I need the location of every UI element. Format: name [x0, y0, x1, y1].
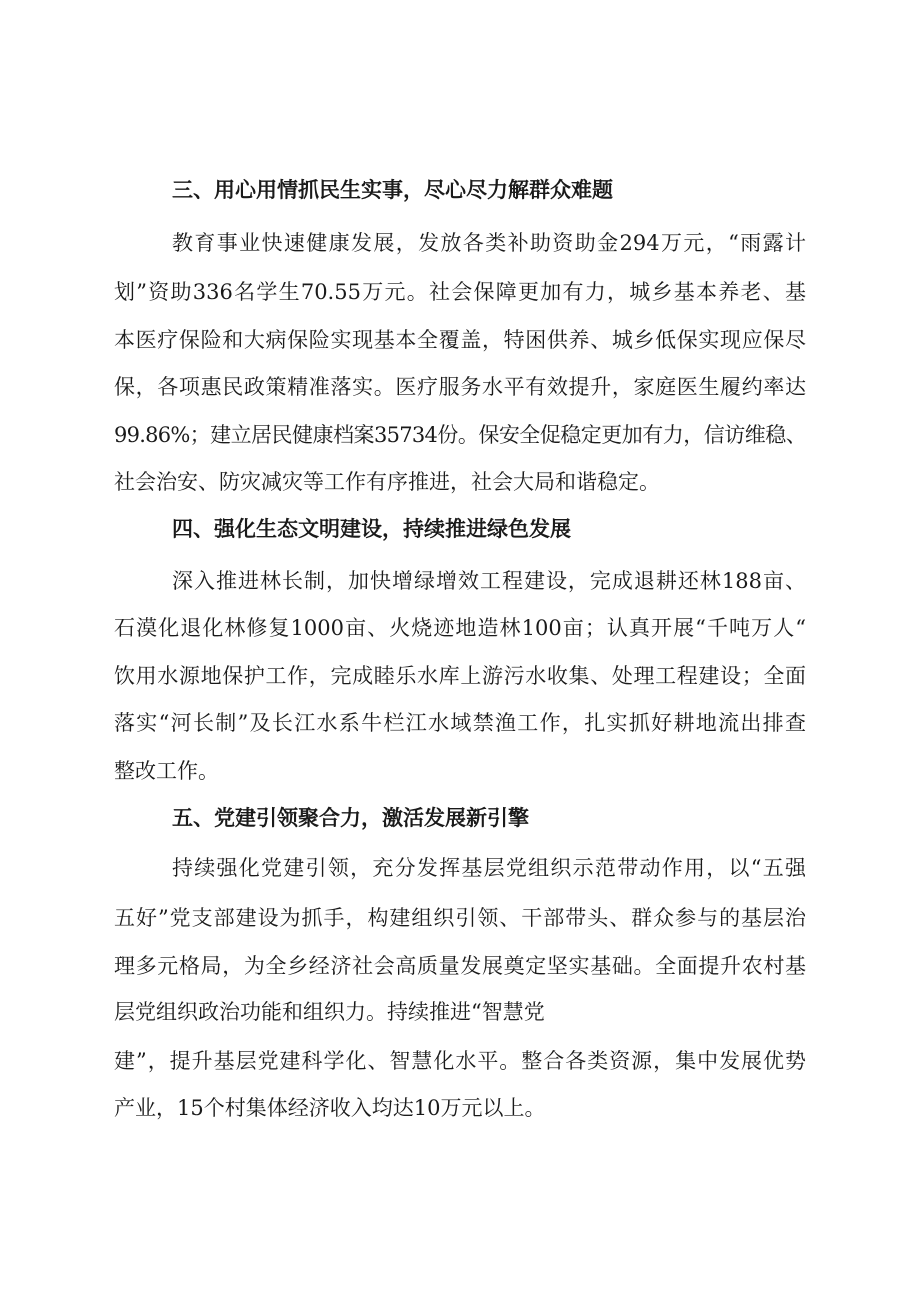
- section-4-line-5: 整改工作。: [114, 759, 219, 783]
- section-5-line-4: 层党组织政治功能和组织力。持续推进“智慧党: [114, 1000, 545, 1024]
- section-4-line-1: 深入推进林长制，加快增绿增效工程建设，完成退耕还林188亩、: [172, 569, 806, 593]
- section-3-line-5: 99.86%；建立居民健康档案35734份。保安全促稳定更加有力，信访维稳、: [114, 423, 806, 447]
- section-3-line-6: 社会治安、防灾减灾等工作有序推进，社会大局和谐稳定。: [114, 470, 660, 494]
- section-4-line-4: 落实“河长制”及长江水系牛栏江水域禁渔工作，扎实抓好耕地流出排查: [114, 711, 806, 735]
- section-3-line-4: 保，各项惠民政策精准落实。医疗服务水平有效提升，家庭医生履约率达: [114, 375, 806, 399]
- section-5-heading: 五、党建引领聚合力，激活发展新引擎: [172, 806, 529, 830]
- section-5-line-1: 持续强化党建引领，充分发挥基层党组织示范带动作用，以“五强: [172, 856, 806, 880]
- section-3-line-2: 划”资助336名学生70.55万元。社会保障更加有力，城乡基本养老、基: [114, 280, 806, 304]
- section-5-line-2: 五好”党支部建设为抓手，构建组织引领、干部带头、群众参与的基层治: [114, 906, 806, 930]
- section-3-line-1: 教育事业快速健康发展，发放各类补助资助金294万元，“雨露计: [172, 231, 806, 255]
- section-5-line-3: 理多元格局，为全乡经济社会高质量发展奠定坚实基础。全面提升农村基: [114, 954, 806, 978]
- section-4-line-2: 石漠化退化林修复1000亩、火烧迹地造林100亩；认真开展“千吨万人“: [114, 616, 806, 640]
- section-5-line-6: 产业，15个村集体经济收入均达10万元以上。: [114, 1096, 546, 1120]
- section-5-line-5: 建”，提升基层党建科学化、智慧化水平。整合各类资源，集中发展优势: [114, 1049, 806, 1073]
- section-4-line-3: 饮用水源地保护工作，完成睦乐水库上游污水收集、处理工程建设；全面: [114, 664, 806, 688]
- section-4-heading: 四、强化生态文明建设，持续推进绿色发展: [172, 517, 571, 541]
- section-3-heading: 三、用心用情抓民生实事，尽心尽力解群众难题: [172, 178, 613, 202]
- section-3-line-3: 本医疗保险和大病保险实现基本全覆盖，特困供养、城乡低保实现应保尽: [114, 328, 806, 352]
